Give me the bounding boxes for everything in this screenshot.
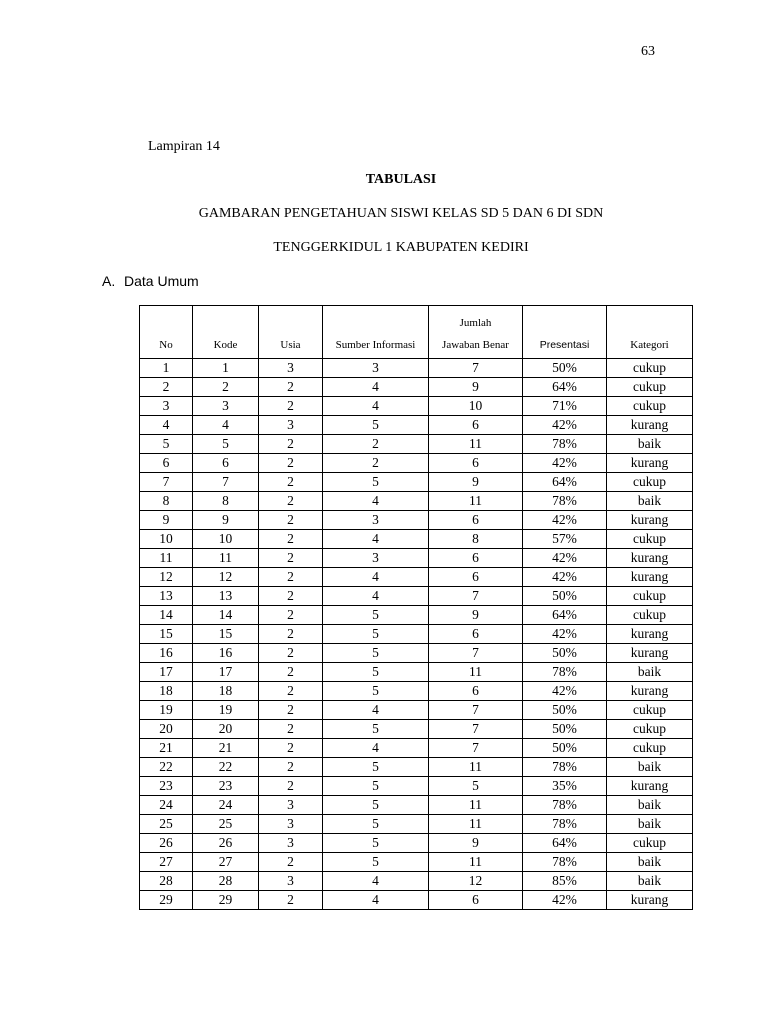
cell-kategori: cukup (607, 530, 693, 549)
cell-no: 11 (140, 549, 193, 568)
cell-no: 7 (140, 473, 193, 492)
cell-presentasi: 50% (523, 359, 607, 378)
table-row (140, 416, 693, 435)
cell-presentasi: 64% (523, 606, 607, 625)
cell-kategori: kurang (607, 644, 693, 663)
cell-usia: 3 (259, 815, 323, 834)
section-label: Data Umum (124, 273, 199, 289)
table-row (140, 549, 693, 568)
cell-kategori: baik (607, 815, 693, 834)
cell-presentasi: 64% (523, 378, 607, 397)
header-sumber-informasi: Sumber Informasi (323, 306, 429, 359)
table-row (140, 777, 693, 796)
cell-no: 10 (140, 530, 193, 549)
cell-no: 20 (140, 720, 193, 739)
cell-sumber-informasi: 3 (323, 511, 429, 530)
cell-sumber-informasi: 4 (323, 568, 429, 587)
cell-kode: 22 (193, 758, 259, 777)
cell-presentasi: 64% (523, 834, 607, 853)
cell-sumber-informasi: 4 (323, 530, 429, 549)
cell-kategori: baik (607, 492, 693, 511)
header-no: No (140, 306, 193, 359)
table-row (140, 682, 693, 701)
cell-no: 1 (140, 359, 193, 378)
header-kategori: Kategori (607, 306, 693, 359)
cell-kategori: baik (607, 853, 693, 872)
cell-no: 12 (140, 568, 193, 587)
cell-no: 27 (140, 853, 193, 872)
table-row (140, 720, 693, 739)
cell-kategori: kurang (607, 549, 693, 568)
cell-jumlah-jawaban-benar: 11 (429, 435, 523, 454)
cell-jumlah-jawaban-benar: 6 (429, 891, 523, 910)
cell-jumlah-jawaban-benar: 11 (429, 853, 523, 872)
cell-jumlah-jawaban-benar: 7 (429, 359, 523, 378)
cell-jumlah-jawaban-benar: 6 (429, 682, 523, 701)
cell-usia: 2 (259, 549, 323, 568)
cell-kode: 19 (193, 701, 259, 720)
cell-presentasi: 42% (523, 454, 607, 473)
cell-sumber-informasi: 4 (323, 587, 429, 606)
cell-no: 14 (140, 606, 193, 625)
cell-sumber-informasi: 5 (323, 473, 429, 492)
cell-jumlah-jawaban-benar: 6 (429, 549, 523, 568)
cell-kode: 29 (193, 891, 259, 910)
cell-no: 22 (140, 758, 193, 777)
cell-kode: 8 (193, 492, 259, 511)
cell-presentasi: 78% (523, 815, 607, 834)
cell-sumber-informasi: 4 (323, 701, 429, 720)
cell-presentasi: 42% (523, 416, 607, 435)
cell-kode: 27 (193, 853, 259, 872)
cell-usia: 2 (259, 663, 323, 682)
cell-kategori: cukup (607, 359, 693, 378)
cell-no: 17 (140, 663, 193, 682)
cell-kategori: cukup (607, 378, 693, 397)
cell-no: 8 (140, 492, 193, 511)
cell-kode: 3 (193, 397, 259, 416)
cell-no: 18 (140, 682, 193, 701)
cell-no: 5 (140, 435, 193, 454)
cell-usia: 2 (259, 606, 323, 625)
cell-kategori: cukup (607, 587, 693, 606)
table-row (140, 511, 693, 530)
cell-jumlah-jawaban-benar: 6 (429, 454, 523, 473)
cell-presentasi: 42% (523, 549, 607, 568)
cell-kode: 28 (193, 872, 259, 891)
cell-presentasi: 78% (523, 796, 607, 815)
cell-no: 24 (140, 796, 193, 815)
table-row (140, 872, 693, 891)
cell-kategori: kurang (607, 568, 693, 587)
cell-sumber-informasi: 3 (323, 359, 429, 378)
cell-jumlah-jawaban-benar: 11 (429, 758, 523, 777)
cell-kode: 23 (193, 777, 259, 796)
cell-sumber-informasi: 2 (323, 435, 429, 454)
cell-kode: 6 (193, 454, 259, 473)
subtitle-line-1: GAMBARAN PENGETAHUAN SISWI KELAS SD 5 DAN 6 DI SDN (198, 206, 604, 221)
cell-usia: 2 (259, 682, 323, 701)
cell-jumlah-jawaban-benar: 6 (429, 416, 523, 435)
cell-kode: 26 (193, 834, 259, 853)
table-row (140, 435, 693, 454)
cell-presentasi: 42% (523, 511, 607, 530)
document-title: TABULASI (365, 172, 437, 187)
cell-presentasi: 50% (523, 701, 607, 720)
table-body (140, 359, 693, 910)
cell-usia: 3 (259, 872, 323, 891)
cell-usia: 3 (259, 416, 323, 435)
cell-presentasi: 42% (523, 682, 607, 701)
cell-kategori: cukup (607, 473, 693, 492)
cell-no: 16 (140, 644, 193, 663)
cell-jumlah-jawaban-benar: 9 (429, 834, 523, 853)
table-row (140, 587, 693, 606)
cell-kategori: cukup (607, 606, 693, 625)
data-table (139, 305, 693, 910)
table-row (140, 853, 693, 872)
table-row (140, 891, 693, 910)
cell-presentasi: 57% (523, 530, 607, 549)
cell-sumber-informasi: 5 (323, 796, 429, 815)
cell-usia: 2 (259, 378, 323, 397)
cell-sumber-informasi: 4 (323, 492, 429, 511)
cell-no: 13 (140, 587, 193, 606)
cell-jumlah-jawaban-benar: 11 (429, 492, 523, 511)
table-row (140, 758, 693, 777)
cell-usia: 2 (259, 568, 323, 587)
cell-kategori: kurang (607, 891, 693, 910)
cell-jumlah-jawaban-benar: 12 (429, 872, 523, 891)
cell-sumber-informasi: 5 (323, 663, 429, 682)
cell-jumlah-jawaban-benar: 11 (429, 815, 523, 834)
cell-kode: 25 (193, 815, 259, 834)
cell-sumber-informasi: 5 (323, 853, 429, 872)
cell-sumber-informasi: 5 (323, 644, 429, 663)
cell-kode: 20 (193, 720, 259, 739)
cell-kode: 5 (193, 435, 259, 454)
cell-usia: 2 (259, 644, 323, 663)
cell-usia: 2 (259, 530, 323, 549)
cell-no: 23 (140, 777, 193, 796)
cell-sumber-informasi: 5 (323, 777, 429, 796)
cell-sumber-informasi: 5 (323, 758, 429, 777)
cell-jumlah-jawaban-benar: 7 (429, 587, 523, 606)
header-jumlah-line1: Jumlah (459, 317, 492, 329)
cell-kode: 10 (193, 530, 259, 549)
cell-jumlah-jawaban-benar: 10 (429, 397, 523, 416)
cell-jumlah-jawaban-benar: 11 (429, 663, 523, 682)
cell-presentasi: 50% (523, 739, 607, 758)
cell-sumber-informasi: 3 (323, 549, 429, 568)
cell-sumber-informasi: 4 (323, 739, 429, 758)
table-header-row (140, 306, 693, 359)
table-row (140, 701, 693, 720)
cell-usia: 2 (259, 397, 323, 416)
table-row (140, 473, 693, 492)
cell-kode: 13 (193, 587, 259, 606)
table-row (140, 530, 693, 549)
cell-no: 21 (140, 739, 193, 758)
header-jumlah-line2: Jawaban Benar (442, 339, 509, 351)
cell-sumber-informasi: 2 (323, 454, 429, 473)
cell-sumber-informasi: 4 (323, 872, 429, 891)
cell-usia: 2 (259, 435, 323, 454)
table-row (140, 454, 693, 473)
cell-jumlah-jawaban-benar: 9 (429, 606, 523, 625)
cell-jumlah-jawaban-benar: 8 (429, 530, 523, 549)
cell-sumber-informasi: 5 (323, 834, 429, 853)
cell-sumber-informasi: 5 (323, 416, 429, 435)
cell-no: 19 (140, 701, 193, 720)
cell-usia: 3 (259, 834, 323, 853)
cell-usia: 2 (259, 511, 323, 530)
section-marker: A. (102, 273, 116, 289)
cell-presentasi: 50% (523, 720, 607, 739)
table-row (140, 663, 693, 682)
cell-kategori: kurang (607, 416, 693, 435)
cell-sumber-informasi: 5 (323, 682, 429, 701)
cell-sumber-informasi: 5 (323, 815, 429, 834)
cell-kode: 17 (193, 663, 259, 682)
cell-no: 26 (140, 834, 193, 853)
cell-presentasi: 42% (523, 568, 607, 587)
page-number: 63 (641, 44, 655, 59)
cell-usia: 3 (259, 796, 323, 815)
cell-jumlah-jawaban-benar: 9 (429, 378, 523, 397)
cell-kategori: kurang (607, 625, 693, 644)
table-row (140, 606, 693, 625)
cell-kode: 24 (193, 796, 259, 815)
cell-kategori: cukup (607, 701, 693, 720)
cell-kategori: baik (607, 663, 693, 682)
cell-presentasi: 42% (523, 625, 607, 644)
header-kode: Kode (193, 306, 259, 359)
subtitle-line-2: TENGGERKIDUL 1 KABUPATEN KEDIRI (273, 240, 529, 255)
cell-usia: 2 (259, 454, 323, 473)
cell-usia: 3 (259, 359, 323, 378)
cell-kode: 14 (193, 606, 259, 625)
cell-usia: 2 (259, 758, 323, 777)
table-row (140, 625, 693, 644)
cell-usia: 2 (259, 701, 323, 720)
table-row (140, 397, 693, 416)
cell-kode: 16 (193, 644, 259, 663)
cell-sumber-informasi: 5 (323, 606, 429, 625)
cell-kategori: kurang (607, 511, 693, 530)
cell-kode: 15 (193, 625, 259, 644)
cell-kode: 11 (193, 549, 259, 568)
cell-presentasi: 50% (523, 587, 607, 606)
cell-no: 29 (140, 891, 193, 910)
cell-jumlah-jawaban-benar: 6 (429, 511, 523, 530)
cell-kategori: baik (607, 435, 693, 454)
cell-presentasi: 85% (523, 872, 607, 891)
table-row (140, 739, 693, 758)
cell-sumber-informasi: 4 (323, 891, 429, 910)
cell-no: 3 (140, 397, 193, 416)
table-row (140, 568, 693, 587)
table-row (140, 796, 693, 815)
cell-kategori: kurang (607, 454, 693, 473)
cell-kode: 1 (193, 359, 259, 378)
cell-kode: 18 (193, 682, 259, 701)
cell-kategori: baik (607, 758, 693, 777)
cell-jumlah-jawaban-benar: 7 (429, 739, 523, 758)
cell-kategori: cukup (607, 739, 693, 758)
cell-no: 2 (140, 378, 193, 397)
cell-jumlah-jawaban-benar: 6 (429, 625, 523, 644)
cell-kategori: cukup (607, 834, 693, 853)
cell-kategori: cukup (607, 720, 693, 739)
cell-presentasi: 71% (523, 397, 607, 416)
cell-usia: 2 (259, 625, 323, 644)
cell-no: 9 (140, 511, 193, 530)
table-row (140, 359, 693, 378)
cell-jumlah-jawaban-benar: 11 (429, 796, 523, 815)
cell-no: 25 (140, 815, 193, 834)
table-row (140, 644, 693, 663)
cell-usia: 2 (259, 777, 323, 796)
cell-presentasi: 64% (523, 473, 607, 492)
cell-presentasi: 78% (523, 758, 607, 777)
cell-kode: 9 (193, 511, 259, 530)
cell-usia: 2 (259, 891, 323, 910)
cell-no: 28 (140, 872, 193, 891)
cell-usia: 2 (259, 739, 323, 758)
header-jumlah-jawaban-benar (429, 306, 523, 359)
cell-usia: 2 (259, 587, 323, 606)
cell-jumlah-jawaban-benar: 7 (429, 644, 523, 663)
cell-kategori: kurang (607, 682, 693, 701)
header-usia: Usia (259, 306, 323, 359)
table-row (140, 492, 693, 511)
section-heading (102, 273, 199, 289)
cell-presentasi: 78% (523, 853, 607, 872)
cell-jumlah-jawaban-benar: 5 (429, 777, 523, 796)
cell-presentasi: 50% (523, 644, 607, 663)
cell-sumber-informasi: 4 (323, 378, 429, 397)
cell-kategori: cukup (607, 397, 693, 416)
cell-presentasi: 35% (523, 777, 607, 796)
cell-kategori: baik (607, 796, 693, 815)
cell-no: 4 (140, 416, 193, 435)
cell-presentasi: 42% (523, 891, 607, 910)
appendix-label: Lampiran 14 (148, 139, 220, 154)
cell-presentasi: 78% (523, 492, 607, 511)
cell-sumber-informasi: 5 (323, 720, 429, 739)
table-row (140, 815, 693, 834)
cell-usia: 2 (259, 473, 323, 492)
cell-no: 15 (140, 625, 193, 644)
cell-jumlah-jawaban-benar: 9 (429, 473, 523, 492)
cell-jumlah-jawaban-benar: 6 (429, 568, 523, 587)
cell-jumlah-jawaban-benar: 7 (429, 701, 523, 720)
cell-kategori: baik (607, 872, 693, 891)
cell-usia: 2 (259, 720, 323, 739)
cell-kode: 12 (193, 568, 259, 587)
cell-no: 6 (140, 454, 193, 473)
cell-kode: 2 (193, 378, 259, 397)
cell-sumber-informasi: 4 (323, 397, 429, 416)
cell-jumlah-jawaban-benar: 7 (429, 720, 523, 739)
cell-kode: 21 (193, 739, 259, 758)
cell-kode: 4 (193, 416, 259, 435)
cell-sumber-informasi: 5 (323, 625, 429, 644)
cell-usia: 2 (259, 492, 323, 511)
cell-presentasi: 78% (523, 663, 607, 682)
table-row (140, 834, 693, 853)
cell-presentasi: 78% (523, 435, 607, 454)
cell-kategori: kurang (607, 777, 693, 796)
cell-kode: 7 (193, 473, 259, 492)
table-row (140, 378, 693, 397)
header-presentasi: Presentasi (523, 306, 607, 359)
cell-usia: 2 (259, 853, 323, 872)
